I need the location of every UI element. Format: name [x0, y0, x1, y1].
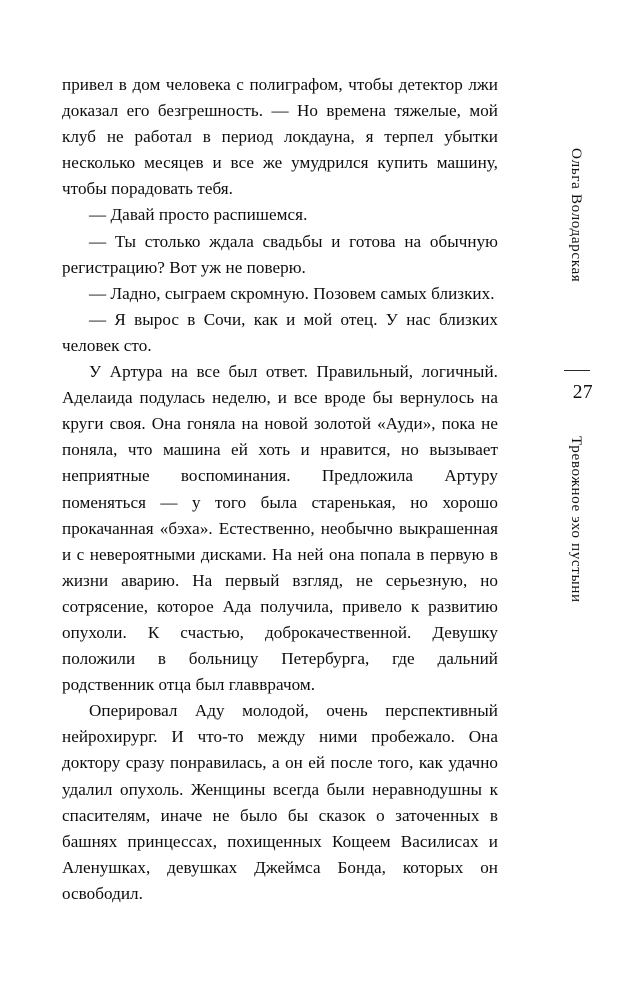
paragraph-dialogue-3: — Ладно, сыграем скромную. Позовем самых близких.: [89, 283, 495, 303]
paragraph-body-1: У Артура на все был ответ. Правильный, логичный. Аделаида подулась неделю, и все вроде бы вернулось на круги своя. Она гоняла на новой золотой «Ауди», пока не поняла, что машина ей хоть и нравится, но вызывает неприятные воспоминания. Предложила Артуру поменяться — у того была старенькая, но хорошо прокачанная «бэха». Естественно, необычно выкрашенная и с невероятными дисками. На ней она попала в первую в жизни аварию. На первый взгляд, не серьезную, но сотрясение, которое Ада получила, привело к развитию опухоли. К счастью, доброкачественной. Девушку положили в больницу Петербурга, где дальний родственник отца был главврачом.: [62, 362, 498, 695]
paragraph-dialogue-1: — Давай просто распишемся.: [89, 205, 308, 225]
paragraph-continuation: привел в дом человека с полиграфом, чтобы детектор лжи доказал его безгрешность. — Но времена тяжелые, мой клуб не работал в период локдауна, я терпел убытки несколько месяцев и все же умудрился купить машину, чтобы порадовать тебя.: [62, 75, 498, 199]
paragraph-body-2: Оперировал Аду молодой, очень перспективный нейрохирург. И что-то между ними пробежало. Она доктору сразу понравилась, а он ей после того, как удачно удалил опухоль. Женщины всегда были неравнодушны к спасителям, иначе не было бы сказок о заточенных в башнях принцессах, похищенных Кощеем Василисах и Аленушках, девушках Джеймса Бонда, которых он освободил.: [62, 701, 498, 903]
running-head-title: Тревожное эхо пустыни: [568, 436, 585, 603]
body-text-column: [62, 72, 498, 907]
page-number: 27: [572, 382, 593, 403]
page-number-rule: [564, 370, 590, 371]
running-head-margin: [504, 0, 619, 1001]
paragraph-dialogue-2: — Ты столько ждала свадьбы и готова на обычную регистрацию? Вот уж не поверю.: [62, 231, 498, 277]
running-head-author: Ольга Володарская: [568, 148, 585, 283]
paragraph-dialogue-4: — Я вырос в Сочи, как и мой отец. У нас близких человек сто.: [62, 309, 498, 355]
